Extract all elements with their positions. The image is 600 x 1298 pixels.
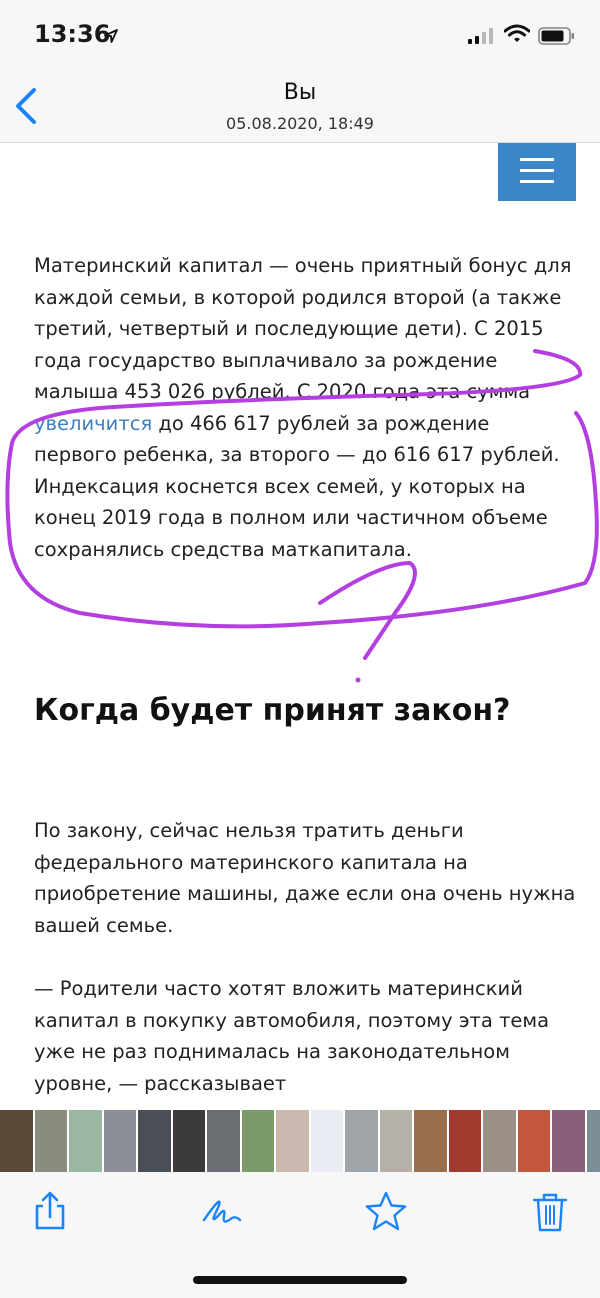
section-heading: Когда будет принят закон? bbox=[34, 693, 511, 728]
article-screenshot bbox=[0, 143, 600, 1110]
photo-thumbnail[interactable] bbox=[242, 1110, 275, 1172]
markup-button[interactable] bbox=[200, 1190, 244, 1234]
photo-thumbnail[interactable] bbox=[69, 1110, 102, 1172]
share-icon bbox=[28, 1190, 72, 1234]
photo-thumbnail[interactable] bbox=[518, 1110, 551, 1172]
photo-thumbnail[interactable] bbox=[414, 1110, 447, 1172]
delete-button[interactable] bbox=[528, 1190, 572, 1234]
nav-bar bbox=[0, 70, 600, 143]
photo-thumbnail[interactable] bbox=[207, 1110, 240, 1172]
favorite-button[interactable] bbox=[364, 1190, 408, 1234]
article-paragraph-1: Материнский капитал — очень приятный бонус для каждой семьи, в которой родился второй (а также третий, четвертый и последующие дети). С 2015 года государство выплачивало за рождение малыша 453 026 рублей. С 2020 года эта сумма увеличится до 466 617 рублей за рождение первого ребенка, за второго — до 616 617 рублей. Индексация коснется всех семей, у которых на конец 2019 года в полном или частичном объеме сохранялись средства маткапитала. bbox=[34, 254, 572, 561]
photo-thumbnail[interactable] bbox=[345, 1110, 378, 1172]
photo-thumbnail[interactable] bbox=[35, 1110, 68, 1172]
photo-thumbnail-strip[interactable] bbox=[0, 1110, 600, 1172]
nav-subtitle-date: 05.08.2020, 18:49 bbox=[226, 114, 374, 133]
wifi-icon bbox=[504, 24, 530, 44]
photo-thumbnail[interactable] bbox=[0, 1110, 33, 1172]
photo-thumbnail[interactable] bbox=[104, 1110, 137, 1172]
photo-thumbnail[interactable] bbox=[138, 1110, 171, 1172]
star-icon bbox=[364, 1190, 408, 1234]
location-arrow-icon bbox=[103, 28, 119, 44]
bottom-toolbar bbox=[0, 1172, 600, 1298]
article-paragraph-3: — Родители часто хотят вложить материнский капитал в покупку автомобиля, поэтому эта тема уже не раз поднималась на законодательном уровне, — рассказывает bbox=[34, 977, 550, 1095]
status-time: 13:36 bbox=[34, 20, 111, 48]
nav-title: Вы bbox=[283, 80, 317, 105]
home-indicator[interactable] bbox=[193, 1276, 407, 1284]
article-paragraph-2: По закону, сейчас нельзя тратить деньги федерального материнского капитала на приобретение машины, даже если она очень нужна вашей семье. bbox=[34, 819, 576, 937]
markup-pen-icon bbox=[200, 1190, 244, 1234]
photo-thumbnail[interactable] bbox=[483, 1110, 516, 1172]
photo-thumbnail[interactable] bbox=[311, 1110, 344, 1172]
cellular-signal-icon bbox=[468, 28, 494, 44]
photo-thumbnail[interactable] bbox=[449, 1110, 482, 1172]
battery-icon bbox=[538, 26, 576, 46]
photo-thumbnail[interactable] bbox=[173, 1110, 206, 1172]
photo-thumbnail[interactable] bbox=[587, 1110, 600, 1172]
trash-icon bbox=[528, 1190, 572, 1234]
hamburger-menu-button[interactable] bbox=[498, 143, 576, 201]
photo-thumbnail[interactable] bbox=[276, 1110, 309, 1172]
photo-thumbnail[interactable] bbox=[380, 1110, 413, 1172]
photo-thumbnail[interactable] bbox=[552, 1110, 585, 1172]
link-increase[interactable]: увеличится bbox=[34, 411, 153, 435]
status-bar bbox=[0, 0, 600, 70]
share-button[interactable] bbox=[28, 1190, 72, 1234]
